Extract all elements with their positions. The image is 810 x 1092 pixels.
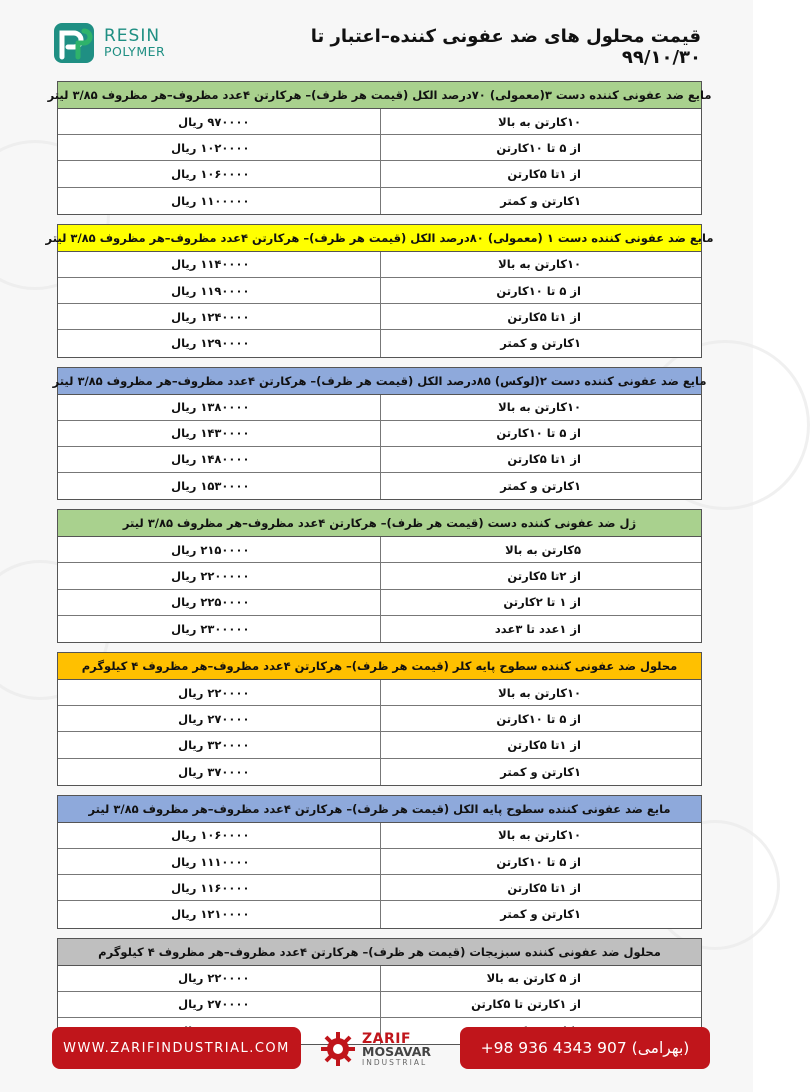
quantity-cell: از ۵ تا ۱۰کارتن — [380, 849, 702, 874]
price-section — [52, 367, 707, 501]
table-row — [58, 901, 701, 927]
price-cell: ۱۳۸۰۰۰۰ ریال — [171, 400, 250, 415]
price-cell: ۱۰۶۰۰۰۰ ریال — [171, 166, 250, 181]
table-row — [58, 849, 701, 875]
price-sections — [45, 81, 714, 1054]
table-row — [58, 109, 701, 135]
section-title: مایع ضد عفونی کننده دست ۲(لوکس) ۸۵درصد الکل (قیمت هر ظرف)– هرکارتن ۴عدد مظروف–هر مظروف ۳/۸۵ لیتر — [58, 368, 701, 395]
section-title: ژل ضد عفونی کننده دست (قیمت هر ظرف)– هرکارتن ۴عدد مظروف–هر مظروف ۳/۸۵ لیتر — [58, 510, 701, 537]
quantity-cell: ۱۰کارتن به بالا — [380, 109, 702, 134]
quantity-cell: ۵کارتن به بالا — [380, 537, 702, 562]
price-cell: ۲۷۰۰۰۰ ریال — [178, 997, 250, 1012]
table-row — [58, 304, 701, 330]
quantity-cell: ۱کارتن و کمتر — [380, 188, 702, 214]
quantity-cell: ۱۰کارتن به بالا — [380, 252, 702, 277]
website-link[interactable]: WWW.ZARIFINDUSTRIAL.COM — [52, 1027, 301, 1069]
price-cell: ۱۴۳۰۰۰۰ ریال — [171, 426, 250, 441]
price-section — [57, 652, 702, 786]
price-cell: ۱۱۶۰۰۰۰ ریال — [171, 880, 250, 895]
gear-icon — [318, 1029, 358, 1069]
quantity-cell: از ۱تا ۵کارتن — [380, 732, 702, 757]
table-row — [58, 330, 701, 356]
resin-polymer-logo — [52, 20, 202, 66]
quantity-cell: ۱۰کارتن به بالا — [380, 680, 702, 705]
quantity-cell: از ۵ کارتن به بالا — [380, 966, 702, 991]
price-cell: ۳۲۰۰۰۰ ریال — [178, 737, 250, 752]
price-cell: ۲۱۵۰۰۰۰ ریال — [171, 542, 250, 557]
table-row — [58, 188, 701, 214]
zarif-mosavar-brand — [318, 1028, 443, 1070]
table-row — [58, 680, 701, 706]
logo-line-2: POLYMER — [104, 44, 166, 60]
quantity-cell: از ۱عدد تا ۳عدد — [380, 616, 702, 642]
table-row — [58, 590, 701, 616]
table-row — [58, 135, 701, 161]
brand-line-2: MOSAVAR — [362, 1044, 432, 1059]
price-cell: ۲۲۰۰۰۰ ریال — [178, 685, 250, 700]
table-row — [58, 706, 701, 732]
price-section — [57, 509, 702, 643]
table-row — [58, 823, 701, 849]
table-row — [58, 563, 701, 589]
price-cell: ۱۴۸۰۰۰۰ ریال — [171, 452, 250, 467]
quantity-cell: از ۵ تا ۱۰کارتن — [380, 135, 702, 160]
table-row — [58, 966, 701, 992]
table-row — [58, 421, 701, 447]
table-row — [58, 473, 701, 499]
logo-line-1: RESIN — [104, 25, 161, 46]
brand-line-1: ZARIF — [362, 1031, 412, 1047]
price-section — [57, 795, 702, 929]
quantity-cell: ۱کارتن و کمتر — [380, 330, 702, 356]
price-cell: ۱۱۹۰۰۰۰ ریال — [171, 283, 250, 298]
price-cell: ۲۲۰۰۰۰ ریال — [178, 971, 250, 986]
quantity-cell: از ۱تا ۵کارتن — [380, 304, 702, 329]
table-row — [58, 447, 701, 473]
price-cell: ۱۰۶۰۰۰۰ ریال — [171, 828, 250, 843]
quantity-cell: از ۱تا ۵کارتن — [380, 161, 702, 186]
quantity-cell: ۱کارتن و کمتر — [380, 901, 702, 927]
price-cell: ۱۵۳۰۰۰۰ ریال — [171, 479, 250, 494]
quantity-cell: از ۲تا ۵کارتن — [380, 563, 702, 588]
resin-polymer-logo-icon — [52, 21, 96, 65]
price-cell: ۲۷۰۰۰۰ ریال — [178, 711, 250, 726]
section-title: مایع ضد عفونی کننده دست ۳(معمولی) ۷۰درصد الکل (قیمت هر ظرف)– هرکارتن ۴عدد مظروف–هر مظروف ۳/۸۵ لیتر — [58, 82, 701, 109]
table-row — [58, 759, 701, 785]
table-row — [58, 161, 701, 187]
page-footer — [0, 1022, 753, 1072]
quantity-cell: از ۱تا ۵کارتن — [380, 875, 702, 900]
table-row — [58, 875, 701, 901]
table-row — [58, 732, 701, 758]
table-row — [58, 992, 701, 1018]
price-cell: ۱۲۴۰۰۰۰ ریال — [171, 309, 250, 324]
section-title: مایع ضد عفونی کننده سطوح پایه الکل (قیمت هر ظرف)– هرکارتن ۴عدد مظروف–هر مظروف ۳/۸۵ لیتر — [58, 796, 701, 823]
price-cell: ۱۰۲۰۰۰۰ ریال — [171, 140, 250, 155]
quantity-cell: از ۱ تا ۲کارتن — [380, 590, 702, 615]
page-title: قیمت محلول های ضد عفونی کننده–اعتبار تا ۹۹/۱۰/۳۰ — [310, 26, 701, 68]
quantity-cell: ۱کارتن و کمتر — [380, 759, 702, 785]
price-section — [45, 224, 714, 358]
page-header — [0, 0, 753, 72]
quantity-cell: ۱۰کارتن به بالا — [380, 823, 702, 848]
brand-line-3: INDUSTRIAL — [362, 1057, 428, 1067]
section-title: مایع ضد عفونی کننده دست ۱ (معمولی) ۸۰درصد الکل (قیمت هر ظرف)– هرکارتن ۴عدد مظروف–هر مظروف ۳/۸۵ لیتر — [58, 225, 701, 252]
table-row — [58, 252, 701, 278]
price-cell: ۱۲۱۰۰۰۰ ریال — [171, 907, 250, 922]
price-cell: ۲۲۵۰۰۰۰ ریال — [171, 595, 250, 610]
quantity-cell: از ۵ تا ۱۰کارتن — [380, 278, 702, 303]
quantity-cell: از ۱تا ۵کارتن — [380, 447, 702, 472]
price-cell: ۱۱۰۰۰۰۰ ریال — [171, 193, 250, 208]
price-cell: ۲۳۰۰۰۰۰ ریال — [171, 621, 250, 636]
table-row — [58, 395, 701, 421]
table-row — [58, 616, 701, 642]
table-row — [58, 537, 701, 563]
price-section — [47, 81, 712, 215]
price-cell: ۱۱۴۰۰۰۰ ریال — [171, 257, 250, 272]
section-title: محلول ضد عفونی کننده سطوح پایه کلر (قیمت هر ظرف)– هرکارتن ۴عدد مظروف–هر مظروف ۴ کیلوگرم — [58, 653, 701, 680]
quantity-cell: از ۱کارتن تا ۵کارتن — [380, 992, 702, 1017]
table-row — [58, 278, 701, 304]
price-cell: ۲۲۰۰۰۰۰ ریال — [171, 569, 250, 584]
price-cell: ۱۱۱۰۰۰۰ ریال — [171, 854, 250, 869]
price-cell: ۱۲۹۰۰۰۰ ریال — [171, 336, 250, 351]
section-title: محلول ضد عفونی کننده سبزیجات (قیمت هر ظرف)– هرکارتن ۴عدد مظروف–هر مظروف ۴ کیلوگرم — [58, 939, 701, 966]
price-cell: ۹۷۰۰۰۰ ریال — [178, 114, 250, 129]
quantity-cell: از ۵ تا ۱۰کارتن — [380, 706, 702, 731]
quantity-cell: ۱کارتن و کمتر — [380, 473, 702, 499]
price-cell: ۳۷۰۰۰۰ ریال — [178, 764, 250, 779]
quantity-cell: ۱۰کارتن به بالا — [380, 395, 702, 420]
quantity-cell: از ۵ تا ۱۰کارتن — [380, 421, 702, 446]
phone-contact[interactable]: +98 936 4343 907 (بهرامی) — [460, 1027, 710, 1069]
